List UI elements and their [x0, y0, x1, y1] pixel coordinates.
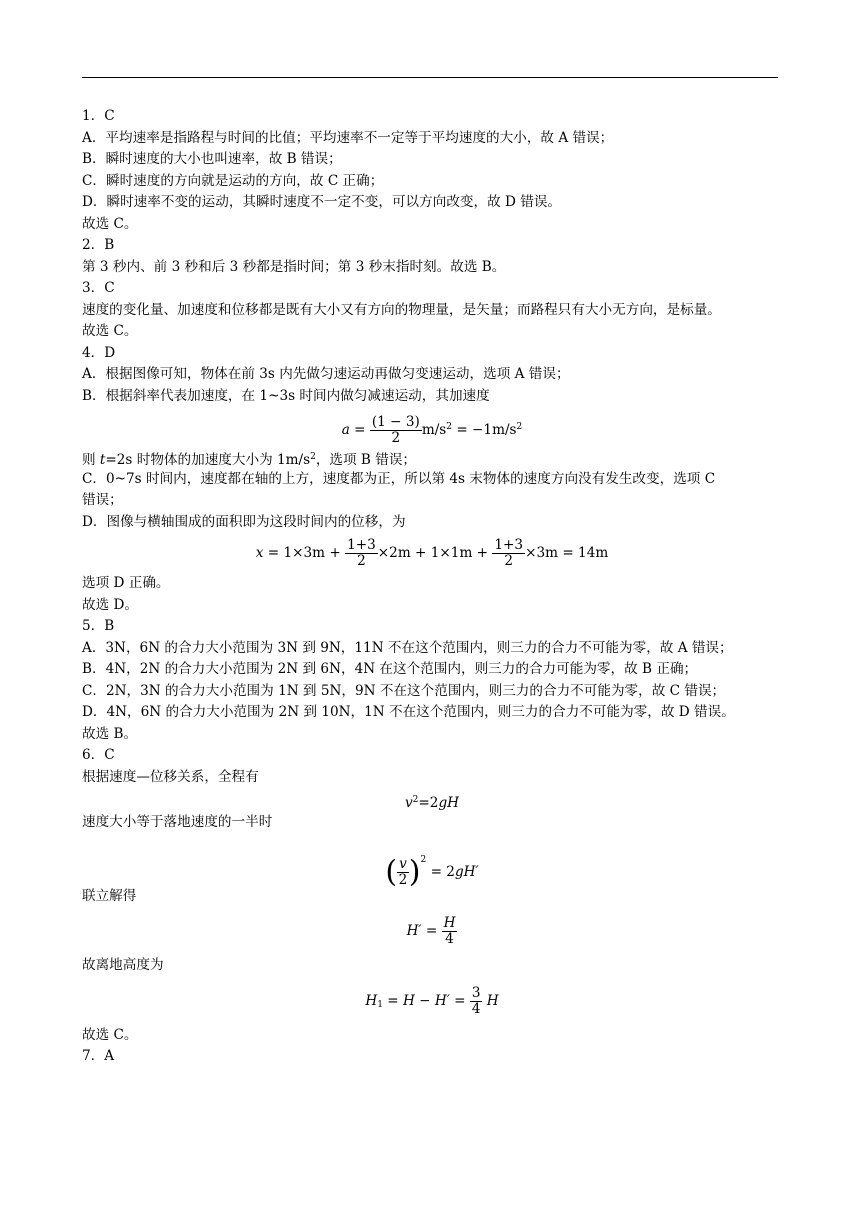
explanation-line: 速度大小等于落地速度的一半时	[82, 814, 273, 830]
explanation-line: 故离地高度为	[82, 957, 164, 973]
explanation-line: 错误；	[82, 492, 123, 508]
explanation-line	[82, 447, 782, 469]
eq-text: = 1×3m +	[263, 545, 346, 561]
answer-number: 4．D	[82, 344, 116, 361]
superscript: 2	[420, 854, 427, 865]
equation-full-fall	[82, 788, 782, 812]
equation-h-prime	[82, 907, 782, 955]
eq-var: H′	[406, 923, 422, 939]
eq-text: ×2m + 1×1m +	[377, 545, 493, 561]
fraction	[397, 857, 409, 888]
eq-var: H	[482, 992, 499, 1009]
denominator: 2	[398, 871, 408, 888]
eq-text: =2	[418, 795, 439, 811]
text: ，选项 B 错误；	[315, 452, 417, 468]
answer-number: 5．B	[82, 618, 115, 634]
numerator: 1+3	[347, 537, 376, 553]
eq-var: v	[404, 795, 413, 811]
eq-text: m/s	[421, 422, 447, 438]
explanation-line: C．0~7s 时间内，速度都在轴的上方，速度都为正，所以第 4s 末物体的速度方向没有发生改变，选项 C	[82, 470, 716, 487]
right-paren: )	[408, 854, 421, 889]
eq-var: g	[454, 863, 464, 880]
eq-var: H	[447, 795, 460, 811]
denominator: 2	[391, 430, 401, 446]
eq-var: x	[255, 545, 264, 561]
explanation-line: 速度的变化量、加速度和位移都是既有大小又有方向的物理量，是矢量；而路程只有大小无方向，是标量。	[82, 301, 721, 318]
superscript: 2	[446, 422, 452, 432]
conclusion-line: 故选 C。	[82, 323, 138, 339]
subscript: 1	[377, 999, 383, 1010]
eq-var: g	[438, 795, 448, 811]
explanation-line: 选项 D 正确。	[82, 575, 170, 591]
explanation-line: C．2N，3N 的合力大小范围为 1N 到 5N，9N 不在这个范围内，则三力的合力不可能为零，故 C 错误；	[82, 682, 726, 699]
header-rule	[82, 77, 778, 78]
fraction	[442, 916, 458, 947]
denominator: 2	[357, 553, 366, 569]
denominator: 4	[471, 1000, 481, 1017]
text: =2s 时物体的加速度大小为 1m/s	[105, 452, 311, 468]
eq-text: = −1m/s	[452, 422, 517, 438]
numerator: 1+3	[494, 537, 524, 553]
explanation-line: 第 3 秒内、前 3 秒和后 3 秒都是指时间；第 3 秒末指时刻。故选 B。	[82, 258, 506, 275]
eq-var: t	[99, 452, 106, 468]
answer-document	[82, 106, 782, 1068]
explanation-line: D．瞬时速率不变的运动，其瞬时速度不一定不变，可以方向改变，故 D 错误。	[82, 194, 562, 210]
fraction	[370, 415, 422, 446]
eq-text: =	[421, 923, 442, 939]
denominator: 2	[504, 553, 514, 569]
conclusion-line: 故选 C。	[82, 215, 138, 232]
explanation-line: 联立解得	[82, 887, 137, 904]
eq-text: = H − H′ =	[382, 992, 470, 1009]
superscript: 2	[516, 422, 523, 432]
numerator: v	[399, 855, 407, 872]
eq-text: ×3m = 14m	[525, 545, 609, 561]
text: 则	[82, 452, 100, 468]
explanation-line: A．根据图像可知，物体在前 3s 内先做匀速运动再做匀变速运动，选项 A 错误；	[82, 366, 570, 382]
equation-h1	[82, 977, 782, 1025]
fraction	[470, 986, 483, 1017]
answer-number: 6．C	[82, 747, 115, 763]
eq-var: H	[365, 992, 378, 1009]
fraction	[492, 538, 525, 569]
equation-acceleration	[82, 407, 782, 447]
explanation-line: B．4N，2N 的合力大小范围为 2N 到 6N，4N 在这个范围内，则三力的合力可能为零，故 B 正确；	[82, 661, 698, 677]
equation-displacement	[82, 533, 782, 573]
eq-var: a	[341, 422, 350, 438]
explanation-line: A．平均速率是指路程与时间的比值；平均速率不一定等于平均速度的大小，故 A 错误；	[82, 129, 614, 146]
equation-half-speed	[82, 834, 782, 889]
explanation-line: B．瞬时速度的大小也叫速率，故 B 错误；	[82, 151, 342, 167]
superscript: 2	[310, 452, 316, 462]
conclusion-line: 故选 C。	[82, 1026, 138, 1043]
conclusion-line: 故选 B。	[82, 725, 138, 742]
numerator: H	[443, 915, 456, 931]
answer-number: 1．C	[82, 108, 115, 124]
explanation-line: 根据速度—位移关系，全程有	[82, 768, 259, 785]
denominator: 4	[445, 931, 454, 947]
superscript: 2	[412, 795, 419, 805]
explanation-line: D．图像与横轴围成的面积即为这段时间内的位移，为	[82, 513, 406, 530]
numerator: 3	[471, 984, 481, 1001]
conclusion-line: 故选 D。	[82, 596, 139, 613]
explanation-line: B．根据斜率代表加速度，在 1~3s 时间内做匀减速运动，其加速度	[82, 387, 490, 404]
fraction	[345, 538, 378, 569]
explanation-line: D．4N，6N 的合力大小范围为 2N 到 10N，1N 不在这个范围内，则三力的合力不可能为零，故 D 错误。	[82, 704, 735, 720]
left-paren: (	[385, 854, 398, 889]
explanation-line: A．3N，6N 的合力大小范围为 3N 到 9N，11N 不在这个范围内，则三力的合力不可能为零，故 A 错误；	[82, 639, 733, 656]
eq-text: = 2	[426, 863, 455, 880]
numerator: (1 − 3)	[371, 414, 420, 430]
answer-number: 7．A	[82, 1048, 115, 1064]
answer-number: 3．C	[82, 280, 115, 296]
eq-var: H′	[463, 863, 479, 880]
answer-number: 2．B	[82, 237, 115, 253]
eq-text: =	[349, 422, 370, 438]
explanation-line: C．瞬时速度的方向就是运动的方向，故 C 正确；	[82, 172, 384, 189]
